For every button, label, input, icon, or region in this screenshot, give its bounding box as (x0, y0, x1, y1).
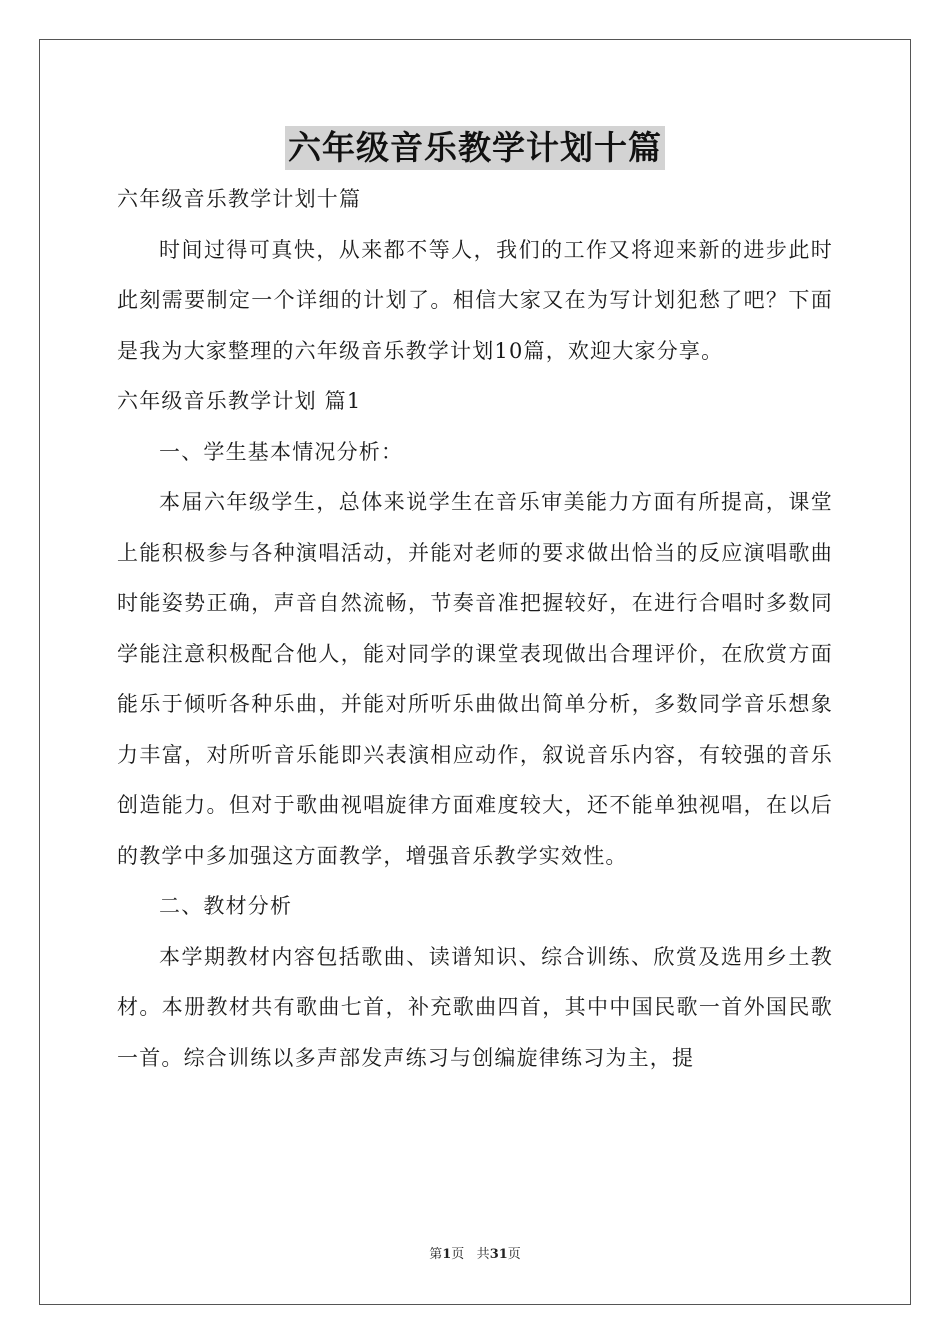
paragraph: 本学期教材内容包括歌曲、读谱知识、综合训练、欣赏及选用乡土教材。本册教材共有歌曲七首，补充歌曲四首，其中中国民歌一首外国民歌一首。综合训练以多声部发声练习与创编旋律练习为主，提 (117, 944, 833, 1070)
paragraph: 本届六年级学生，总体来说学生在音乐审美能力方面有所提高，课堂上能积极参与各种演唱活动，并能对老师的要求做出恰当的反应演唱歌曲时能姿势正确，声音自然流畅，节奏音准把握较好，在进行合唱时多数同学能注意积极配合他人，能对同学的课堂表现做出合理评价，在欣赏方面能乐于倾听各种乐曲，并能对所听乐曲做出简单分析，多数同学音乐想象力丰富，对所听音乐能即兴表演相应动作，叙说音乐内容，有较强的音乐创造能力。但对于歌曲视唱旋律方面难度较大，还不能单独视唱，在以后的教学中多加强这方面教学，增强音乐教学实效性。 (117, 490, 833, 868)
footer-page-number: 1 (442, 1247, 452, 1262)
footer-page-suffix: 页 (451, 1247, 465, 1262)
footer-total-pages: 31 (489, 1247, 508, 1262)
footer-page-prefix: 第 (429, 1247, 443, 1262)
paragraph: 时间过得可真快，从来都不等人，我们的工作又将迎来新的进步此时此刻需要制定一个详细的计划了。相信大家又在为写计划犯愁了吧？下面是我为大家整理的六年级音乐教学计划10篇，欢迎大家分享。 (117, 237, 833, 363)
footer-total-suffix: 页 (507, 1247, 521, 1262)
document-body (117, 174, 833, 1083)
page-footer (0, 1245, 950, 1265)
paragraph: 一、学生基本情况分析： (159, 439, 404, 464)
paragraph: 二、教材分析 (159, 894, 293, 918)
document-title: 六年级音乐教学计划十篇 (285, 126, 665, 170)
paragraph: 六年级音乐教学计划十篇 (117, 187, 362, 211)
footer-total-prefix: 共 (476, 1247, 490, 1262)
title-area (0, 126, 950, 170)
paragraph: 六年级音乐教学计划 篇1 (117, 389, 362, 413)
